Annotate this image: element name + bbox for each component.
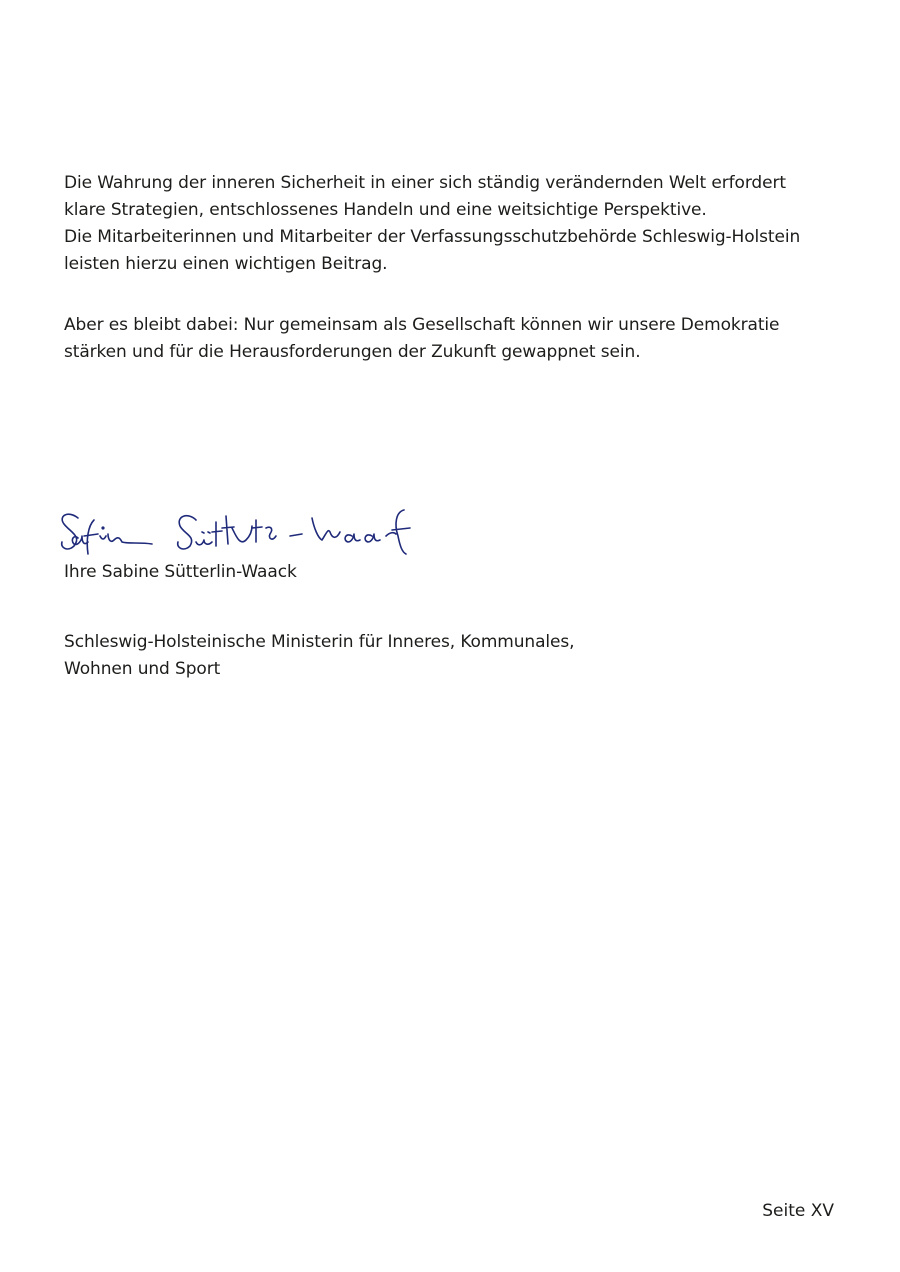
page-number: Seite XV [762,1201,834,1221]
paragraph-1-line-3: Die Mitarbeiterinnen und Mitarbeiter der Verfassungsschutzbehörde Schleswig-Holstein [64,227,801,247]
paragraph-1-line-4: leisten hierzu einen wichtigen Beitrag. [64,254,388,274]
author-title-line-1: Schleswig-Holsteinische Ministerin für Inneres, Kommunales, [64,632,575,652]
sign-off: Ihre Sabine Sütterlin-Waack [64,562,297,582]
paragraph-1-line-1: Die Wahrung der inneren Sicherheit in einer sich ständig verändernden Welt erfordert [64,173,786,193]
paragraph-2-line-1: Aber es bleibt dabei: Nur gemeinsam als Gesellschaft können wir unsere Demokratie [64,315,780,335]
paragraph-1-line-2: klare Strategien, entschlossenes Handeln und eine weitsichtige Perspektive. [64,200,707,220]
handwritten-signature [56,506,412,558]
author-title-line-2: Wohnen und Sport [64,659,221,679]
paragraph-2-line-2: stärken und für die Herausforderungen der Zukunft gewappnet sein. [64,342,641,362]
